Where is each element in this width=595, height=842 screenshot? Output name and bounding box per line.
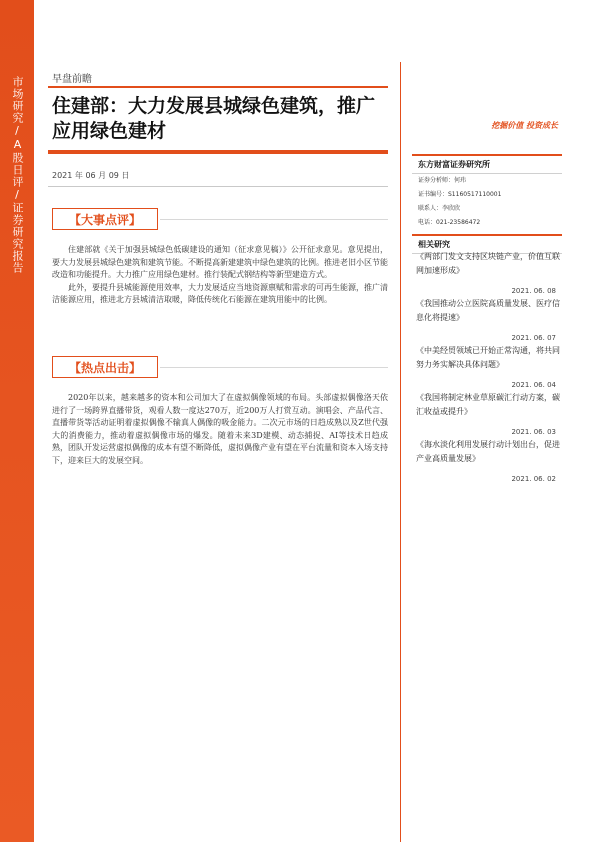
analyst-info [418, 174, 562, 230]
related-title[interactable]: 《我国将制定林业草原碳汇行动方案，碳汇收益或提升》 [416, 393, 560, 416]
paragraph: 此外，要提升县城能源使用效率，大力发展适应当地资源禀赋和需求的可再生能源，推广清洁能源应用，推进北方县城清洁取暖，降低传统化石能源在建筑用能中的比例。 [52, 282, 388, 305]
date-rule [48, 186, 388, 187]
related-research-list [412, 250, 562, 485]
list-item[interactable] [412, 438, 562, 485]
side-text-1: 市场研究 [11, 76, 24, 124]
side-band [0, 0, 34, 842]
side-text-sep-2: / [10, 188, 24, 202]
report-category: 早盘前瞻 [52, 74, 92, 85]
report-date: 2021 年 06 月 09 日 [52, 171, 130, 180]
side-text-sep-1: / [10, 124, 24, 138]
related-date: 2021. 06. 03 [511, 428, 556, 436]
related-heading: 相关研究 [412, 234, 562, 254]
phone: 电话：021-23586472 [418, 219, 481, 226]
title-rule [48, 150, 388, 154]
related-title[interactable]: 《海水淡化利用发展行动计划出台，促进产业高质量发展》 [416, 440, 560, 463]
side-text-2: A股日评 [11, 138, 24, 188]
section-head-events: 【大事点评】 [52, 208, 158, 230]
related-date: 2021. 06. 08 [511, 287, 556, 295]
related-title[interactable]: 《中美经贸领域已开始正常沟通，将共同努力务实解决具体问题》 [416, 346, 560, 369]
contact-person: 联系人：李欣欣 [418, 205, 461, 212]
main-column [48, 0, 388, 842]
section-body-hotspot [52, 392, 388, 468]
section-line [160, 219, 388, 220]
section-line [160, 367, 388, 368]
institute-heading: 东方财富证券研究所 [412, 154, 562, 174]
side-text-3: 证券研究报告 [11, 202, 24, 274]
slogan: 挖掘价值 投资成长 [491, 121, 558, 130]
side-band-text [0, 76, 34, 274]
related-date: 2021. 06. 07 [511, 334, 556, 342]
top-rule [48, 86, 388, 88]
paragraph: 住建部就《关于加强县城绿色低碳建设的通知（征求意见稿）》公开征求意见。意见提出，要大力发展县城绿色建筑和建筑节能。不断提高新建建筑中绿色建筑的比例。推进老旧小区节能改造和功能提升。大力推广应用绿色建材。推行装配式钢结构等新型建造方式。 [52, 245, 388, 280]
certificate-number: 证书编号：S1160517110001 [418, 191, 502, 198]
section-head-hotspot: 【热点出击】 [52, 356, 158, 378]
analyst-name: 证券分析师：何玮 [418, 177, 467, 184]
related-title[interactable]: 《两部门发文支持区块链产业，价值互联网加速形成》 [416, 252, 560, 275]
related-date: 2021. 06. 04 [511, 381, 556, 389]
list-item[interactable] [412, 297, 562, 344]
related-date: 2021. 06. 02 [511, 475, 556, 483]
page-title: 住建部：大力发展县城绿色建筑，推广应用绿色建材 [52, 95, 376, 142]
column-divider [400, 62, 401, 842]
related-title[interactable]: 《我国推动公立医院高质量发展、医疗信息化将提速》 [416, 299, 560, 322]
section-body-events [52, 244, 388, 307]
list-item[interactable] [412, 391, 562, 438]
paragraph: 2020年以来，越来越多的资本和公司加大了在虚拟偶像领域的布局。头部虚拟偶像洛天依进行了一场跨界直播带货，观看人数一度达270万，近200万人打赏互动。演唱会、产品代言、直播带货等活动证明着虚拟偶像不输真人偶像的吸金能力。二次元市场的日趋成熟以及Z世代强大的消费能力，推动着虚拟偶像市场的爆发。随着未来3D建模、动态捕捉、AI等技术日趋成熟，团队开发运营虚拟偶像的成本有望不断降低，虚拟偶像产业有望在平台流量和资本入场支持下，迎来巨大的发展空间。 [52, 393, 388, 465]
list-item[interactable] [412, 250, 562, 297]
list-item[interactable] [412, 344, 562, 391]
right-column [412, 0, 562, 842]
